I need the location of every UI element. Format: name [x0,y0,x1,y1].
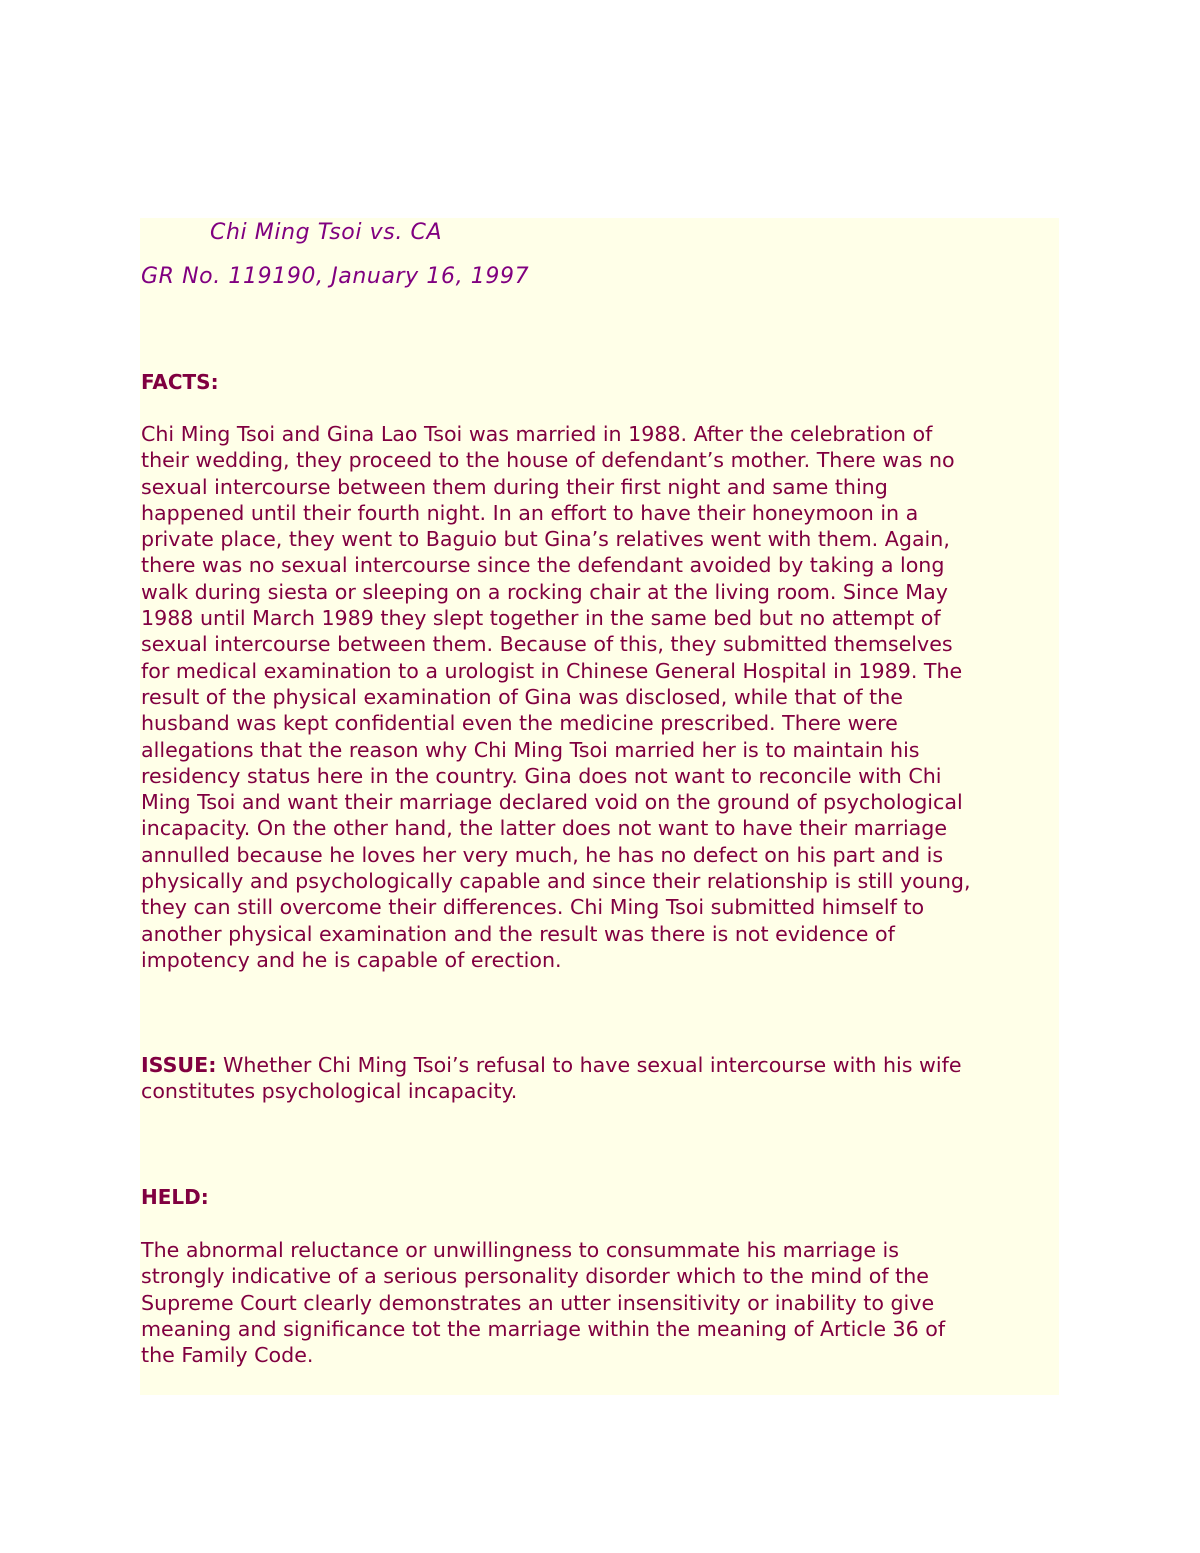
held-paragraph [141,1237,1053,1368]
facts-line: they can still overcome their differences. Chi Ming Tsoi submitted himself to [141,895,925,920]
facts-heading: FACTS: [141,370,219,394]
issue-first-line [141,1052,1053,1078]
held-line: meaning and significance tot the marriage within the meaning of Article 36 of [141,1316,946,1341]
issue-question-start: Whether Chi Ming Tsoi’s refusal to have sexual intercourse with his wife [216,1053,962,1077]
facts-line: their wedding, they proceed to the house of defendant’s mother. There was no [141,448,955,473]
facts-line: allegations that the reason why Chi Ming Tsoi married her is to maintain his [141,737,920,762]
facts-line: impotency and he is capable of erection. [141,947,562,972]
facts-line: private place, they went to Baguio but Gina’s relatives went with them. Again, [141,527,950,552]
case-gr-number: GR No. 119190, January 16, 1997 [141,264,530,289]
facts-line: annulled because he loves her very much, he has no defect on his part and is [141,842,944,867]
facts-line: sexual intercourse between them during their first night and same thing [141,474,888,499]
case-title: Chi Ming Tsoi vs. CA [210,220,443,245]
facts-line: residency status here in the country. Gina does not want to reconcile with Chi [141,763,942,788]
facts-line: there was no sexual intercourse since the defendant avoided by taking a long [141,553,945,578]
facts-line: happened until their fourth night. In an effort to have their honeymoon in a [141,500,919,525]
issue-label: ISSUE: [141,1053,217,1077]
held-heading: HELD: [141,1185,209,1209]
facts-line: incapacity. On the other hand, the latter does not want to have their marriage [141,816,948,841]
facts-line: physically and psychologically capable and since their relationship is still young, [141,869,971,894]
facts-line: another physical examination and the result was there is not evidence of [141,921,895,946]
held-line: Supreme Court clearly demonstrates an utter insensitivity or inability to give [141,1290,935,1315]
issue-question-end: constitutes psychological incapacity. [141,1079,518,1104]
facts-line: Chi Ming Tsoi and Gina Lao Tsoi was married in 1988. After the celebration of [141,422,933,446]
facts-line: Ming Tsoi and want their marriage declared void on the ground of psychological [141,790,963,815]
held-line: The abnormal reluctance or unwillingness to consummate his marriage is [141,1238,899,1262]
facts-line: result of the physical examination of Gina was disclosed, while that of the [141,684,903,709]
held-line: the Family Code. [141,1343,314,1368]
held-line: strongly indicative of a serious personality disorder which to the mind of the [141,1264,929,1289]
facts-line: sexual intercourse between them. Because of this, they submitted themselves [141,632,953,657]
facts-line: 1988 until March 1989 they slept together in the same bed but no attempt of [141,606,941,631]
issue-paragraph [141,1052,1053,1105]
facts-line: for medical examination to a urologist in Chinese General Hospital in 1989. The [141,658,963,683]
facts-paragraph [141,421,1053,973]
facts-line: husband was kept confidential even the medicine prescribed. There were [141,711,898,736]
facts-line: walk during siesta or sleeping on a rocking chair at the living room. Since May [141,579,948,604]
